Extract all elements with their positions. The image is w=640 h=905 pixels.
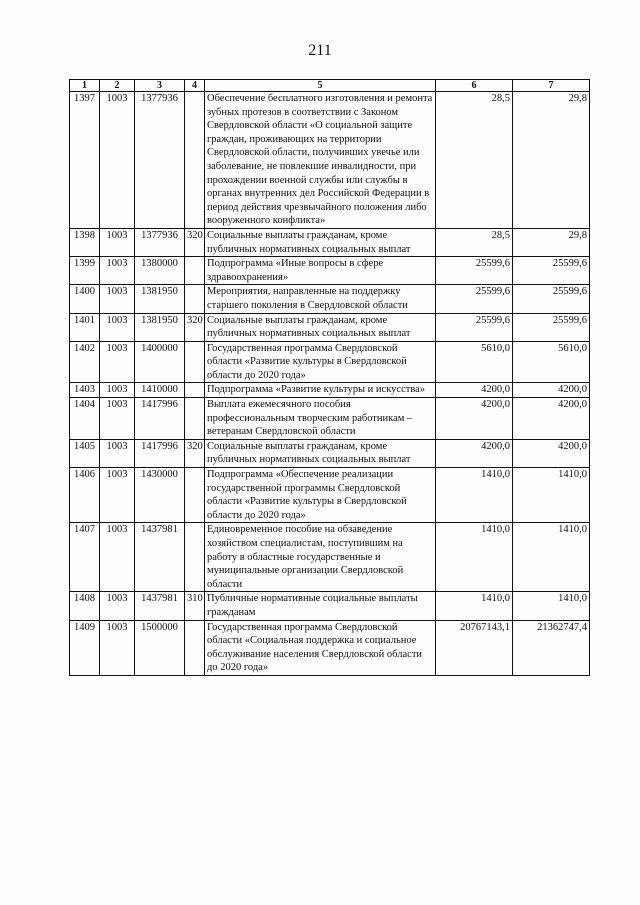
- cell-section: 1003: [100, 383, 135, 398]
- column-header: 3: [135, 80, 185, 92]
- cell-type: 320: [185, 439, 205, 467]
- cell-n: 1400: [70, 285, 100, 313]
- cell-target: 1381950: [135, 285, 185, 313]
- cell-section: 1003: [100, 341, 135, 383]
- cell-section: 1003: [100, 592, 135, 620]
- cell-target: 1380000: [135, 257, 185, 285]
- table-row: [70, 92, 590, 229]
- cell-target: 1400000: [135, 341, 185, 383]
- cell-target: 1410000: [135, 383, 185, 398]
- cell-type: [185, 92, 205, 229]
- cell-sum2: 29,8: [513, 92, 590, 229]
- cell-sum2: 21362747,4: [513, 620, 590, 675]
- table-row: [70, 468, 590, 523]
- cell-type: [185, 285, 205, 313]
- cell-target: 1381950: [135, 313, 185, 341]
- cell-target: 1417996: [135, 439, 185, 467]
- cell-n: 1406: [70, 468, 100, 523]
- cell-name: Социальные выплаты гражданам, кроме публичных нормативных социальных выплат: [205, 439, 436, 467]
- cell-n: 1403: [70, 383, 100, 398]
- cell-name: Государственная программа Свердловской области «Социальная поддержка и социальное обслуживание населения Свердловской области до 2020 года»: [205, 620, 436, 675]
- cell-n: 1409: [70, 620, 100, 675]
- cell-name: Выплата ежемесячного пособия профессиональным творческим работникам – ветеранам Свердловской области: [205, 398, 436, 440]
- cell-name: Публичные нормативные социальные выплаты гражданам: [205, 592, 436, 620]
- cell-type: 320: [185, 313, 205, 341]
- cell-sum2: 4200,0: [513, 439, 590, 467]
- cell-sum1: 4200,0: [436, 398, 513, 440]
- cell-type: [185, 341, 205, 383]
- cell-type: 310: [185, 592, 205, 620]
- cell-type: [185, 383, 205, 398]
- cell-sum2: 29,8: [513, 228, 590, 256]
- table-row: [70, 383, 590, 398]
- table-row: [70, 228, 590, 256]
- header-row: [70, 80, 590, 92]
- cell-sum2: 25599,6: [513, 257, 590, 285]
- cell-target: 1377936: [135, 228, 185, 256]
- cell-type: 320: [185, 228, 205, 256]
- cell-name: Подпрограмма «Развитие культуры и искусства»: [205, 383, 436, 398]
- table-row: [70, 285, 590, 313]
- cell-section: 1003: [100, 92, 135, 229]
- cell-name: Обеспечение бесплатного изготовления и ремонта зубных протезов в соответствии с Законом Свердловской области «О социальной защите граждан, проживающих на территории Свердловской области, получивших увечье или заболевание, не повлекшие инвалидности, при прохождении военной службы или службы в органах внутренних дел Российской Федерации в период действия чрезвычайного положения либо вооруженного конфликта»: [205, 92, 436, 229]
- budget-table: [69, 79, 590, 676]
- cell-sum1: 1410,0: [436, 592, 513, 620]
- cell-type: [185, 523, 205, 592]
- cell-sum1: 1410,0: [436, 523, 513, 592]
- cell-section: 1003: [100, 228, 135, 256]
- column-header: 2: [100, 80, 135, 92]
- table-row: [70, 257, 590, 285]
- cell-section: 1003: [100, 257, 135, 285]
- cell-target: 1417996: [135, 398, 185, 440]
- cell-sum2: 1410,0: [513, 592, 590, 620]
- cell-type: [185, 398, 205, 440]
- column-header: 1: [70, 80, 100, 92]
- cell-sum1: 4200,0: [436, 383, 513, 398]
- table-row: [70, 439, 590, 467]
- cell-sum2: 25599,6: [513, 313, 590, 341]
- cell-name: Мероприятия, направленные на поддержку старшего поколения в Свердловской области: [205, 285, 436, 313]
- cell-target: 1437981: [135, 592, 185, 620]
- cell-target: 1500000: [135, 620, 185, 675]
- cell-type: [185, 257, 205, 285]
- cell-section: 1003: [100, 313, 135, 341]
- cell-n: 1407: [70, 523, 100, 592]
- cell-name: Единовременное пособие на обзаведение хозяйством специалистам, поступившим на работу в областные государственные и муниципальные организации Свердловской области: [205, 523, 436, 592]
- cell-n: 1399: [70, 257, 100, 285]
- cell-n: 1404: [70, 398, 100, 440]
- table-row: [70, 341, 590, 383]
- cell-name: Подпрограмма «Иные вопросы в сфере здравоохранения»: [205, 257, 436, 285]
- column-header: 7: [513, 80, 590, 92]
- cell-sum2: 5610,0: [513, 341, 590, 383]
- cell-target: 1437981: [135, 523, 185, 592]
- table-row: [70, 523, 590, 592]
- cell-sum1: 25599,6: [436, 313, 513, 341]
- cell-sum2: 1410,0: [513, 523, 590, 592]
- cell-target: 1430000: [135, 468, 185, 523]
- cell-section: 1003: [100, 620, 135, 675]
- cell-sum1: 28,5: [436, 228, 513, 256]
- cell-sum1: 5610,0: [436, 341, 513, 383]
- cell-sum1: 1410,0: [436, 468, 513, 523]
- column-header: 5: [205, 80, 436, 92]
- page-number: 211: [308, 42, 332, 59]
- cell-name: Государственная программа Свердловской области «Развитие культуры в Свердловской области до 2020 года»: [205, 341, 436, 383]
- cell-type: [185, 620, 205, 675]
- cell-sum1: 4200,0: [436, 439, 513, 467]
- cell-section: 1003: [100, 523, 135, 592]
- cell-sum2: 1410,0: [513, 468, 590, 523]
- table-row: [70, 398, 590, 440]
- cell-sum1: 25599,6: [436, 257, 513, 285]
- cell-name: Подпрограмма «Обеспечение реализации государственной программы Свердловской области «Развитие культуры в Свердловской области до 2020 года»: [205, 468, 436, 523]
- cell-name: Социальные выплаты гражданам, кроме публичных нормативных социальных выплат: [205, 313, 436, 341]
- table-row: [70, 313, 590, 341]
- cell-sum2: 25599,6: [513, 285, 590, 313]
- cell-target: 1377936: [135, 92, 185, 229]
- cell-sum2: 4200,0: [513, 398, 590, 440]
- table-row: [70, 620, 590, 675]
- cell-n: 1397: [70, 92, 100, 229]
- cell-n: 1401: [70, 313, 100, 341]
- cell-section: 1003: [100, 468, 135, 523]
- column-header: 4: [185, 80, 205, 92]
- cell-sum1: 28,5: [436, 92, 513, 229]
- cell-n: 1398: [70, 228, 100, 256]
- column-header: 6: [436, 80, 513, 92]
- cell-section: 1003: [100, 285, 135, 313]
- cell-sum1: 25599,6: [436, 285, 513, 313]
- cell-n: 1408: [70, 592, 100, 620]
- cell-section: 1003: [100, 439, 135, 467]
- cell-n: 1405: [70, 439, 100, 467]
- cell-section: 1003: [100, 398, 135, 440]
- cell-sum1: 20767143,1: [436, 620, 513, 675]
- cell-name: Социальные выплаты гражданам, кроме публичных нормативных социальных выплат: [205, 228, 436, 256]
- cell-sum2: 4200,0: [513, 383, 590, 398]
- cell-n: 1402: [70, 341, 100, 383]
- cell-type: [185, 468, 205, 523]
- table-row: [70, 592, 590, 620]
